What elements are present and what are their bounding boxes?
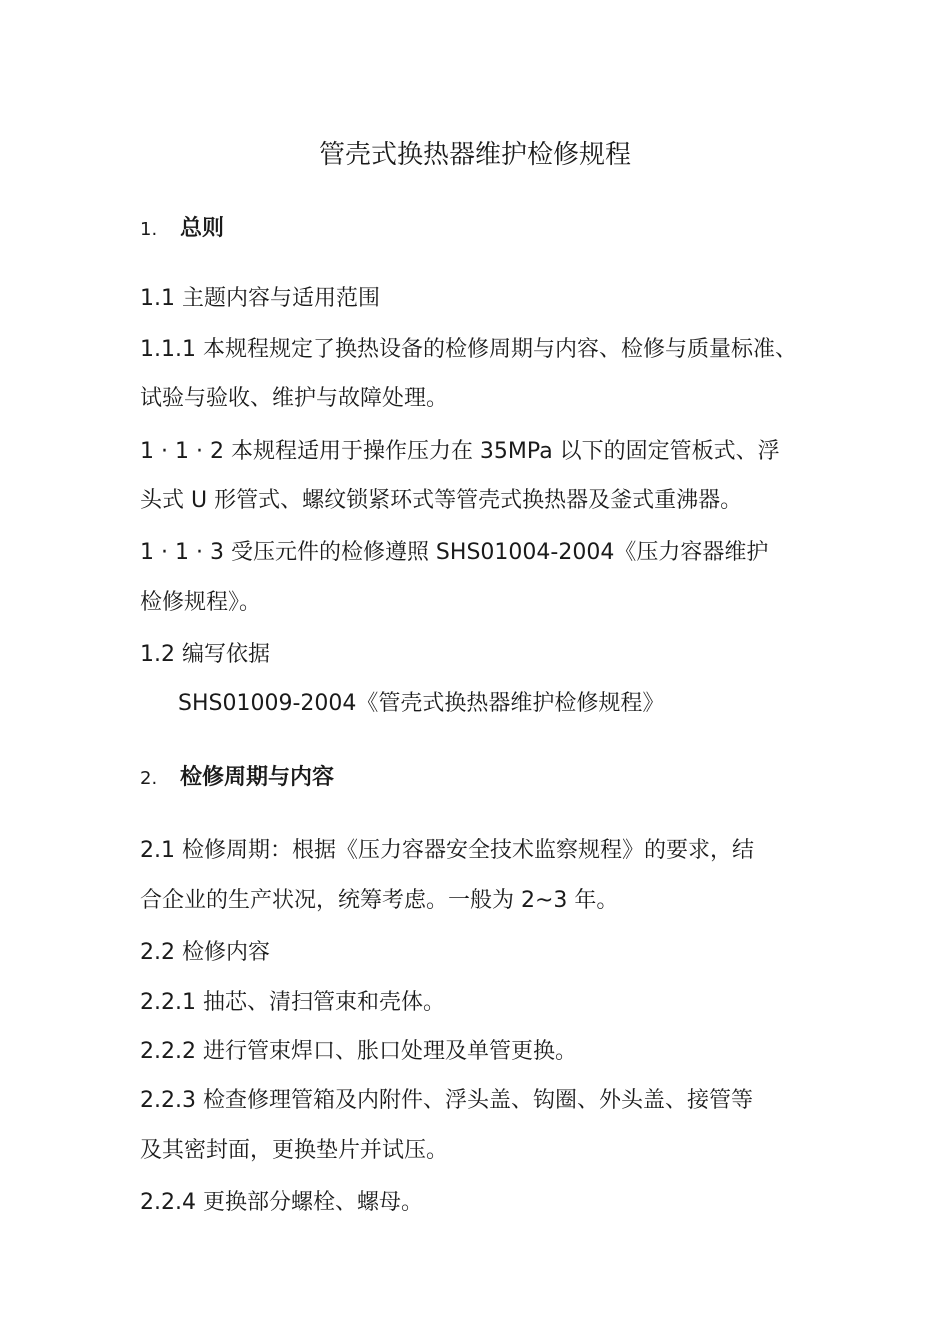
paragraph-line: 1 · 1 · 3 受压元件的检修遵照 SHS01004-2004《压力容器维护: [140, 540, 769, 565]
paragraph-line: 头式 U 形管式、螺纹锁紧环式等管壳式换热器及釜式重沸器。: [140, 488, 743, 513]
paragraph-line: 1.1 主题内容与适用范围: [140, 286, 380, 311]
section-number: 1.: [140, 219, 158, 240]
paragraph-line: 2.2.4 更换部分螺栓、螺母。: [140, 1190, 423, 1215]
paragraph-line: 2.1 检修周期：根据《压力容器安全技术监察规程》的要求，结: [140, 838, 754, 863]
paragraph-line: 2.2.1 抽芯、清扫管束和壳体。: [140, 990, 445, 1015]
paragraph-line: 及其密封面，更换垫片并试压。: [140, 1138, 449, 1163]
section-label: 总则: [180, 216, 225, 241]
section-heading-1: [140, 214, 224, 245]
paragraph-line: 合企业的生产状况，统筹考虑。一般为 2~3 年。: [140, 888, 619, 913]
page-title: 管壳式换热器维护检修规程: [318, 140, 631, 170]
paragraph-line: 试验与验收、维护与故障处理。: [140, 386, 449, 411]
paragraph-line: 2.2.3 检查修理管箱及内附件、浮头盖、钩圈、外头盖、接管等: [140, 1088, 753, 1113]
section-number: 2.: [140, 768, 158, 789]
section-label: 检修周期与内容: [180, 765, 335, 790]
paragraph-line: 2.2.2 进行管束焊口、胀口处理及单管更换。: [140, 1039, 577, 1064]
paragraph-line: 1.2 编写依据: [140, 642, 270, 667]
paragraph-line: 1.1.1 本规程规定了换热设备的检修周期与内容、检修与质量标准、: [140, 337, 797, 362]
paragraph-line: 检修规程》。: [140, 590, 262, 615]
paragraph-line: 1 · 1 · 2 本规程适用于操作压力在 35MPa 以下的固定管板式、浮: [140, 439, 780, 464]
section-heading-2: [140, 763, 334, 794]
paragraph-line: 2.2 检修内容: [140, 940, 270, 965]
reference-line: SHS01009-2004《管壳式换热器维护检修规程》: [178, 691, 665, 716]
